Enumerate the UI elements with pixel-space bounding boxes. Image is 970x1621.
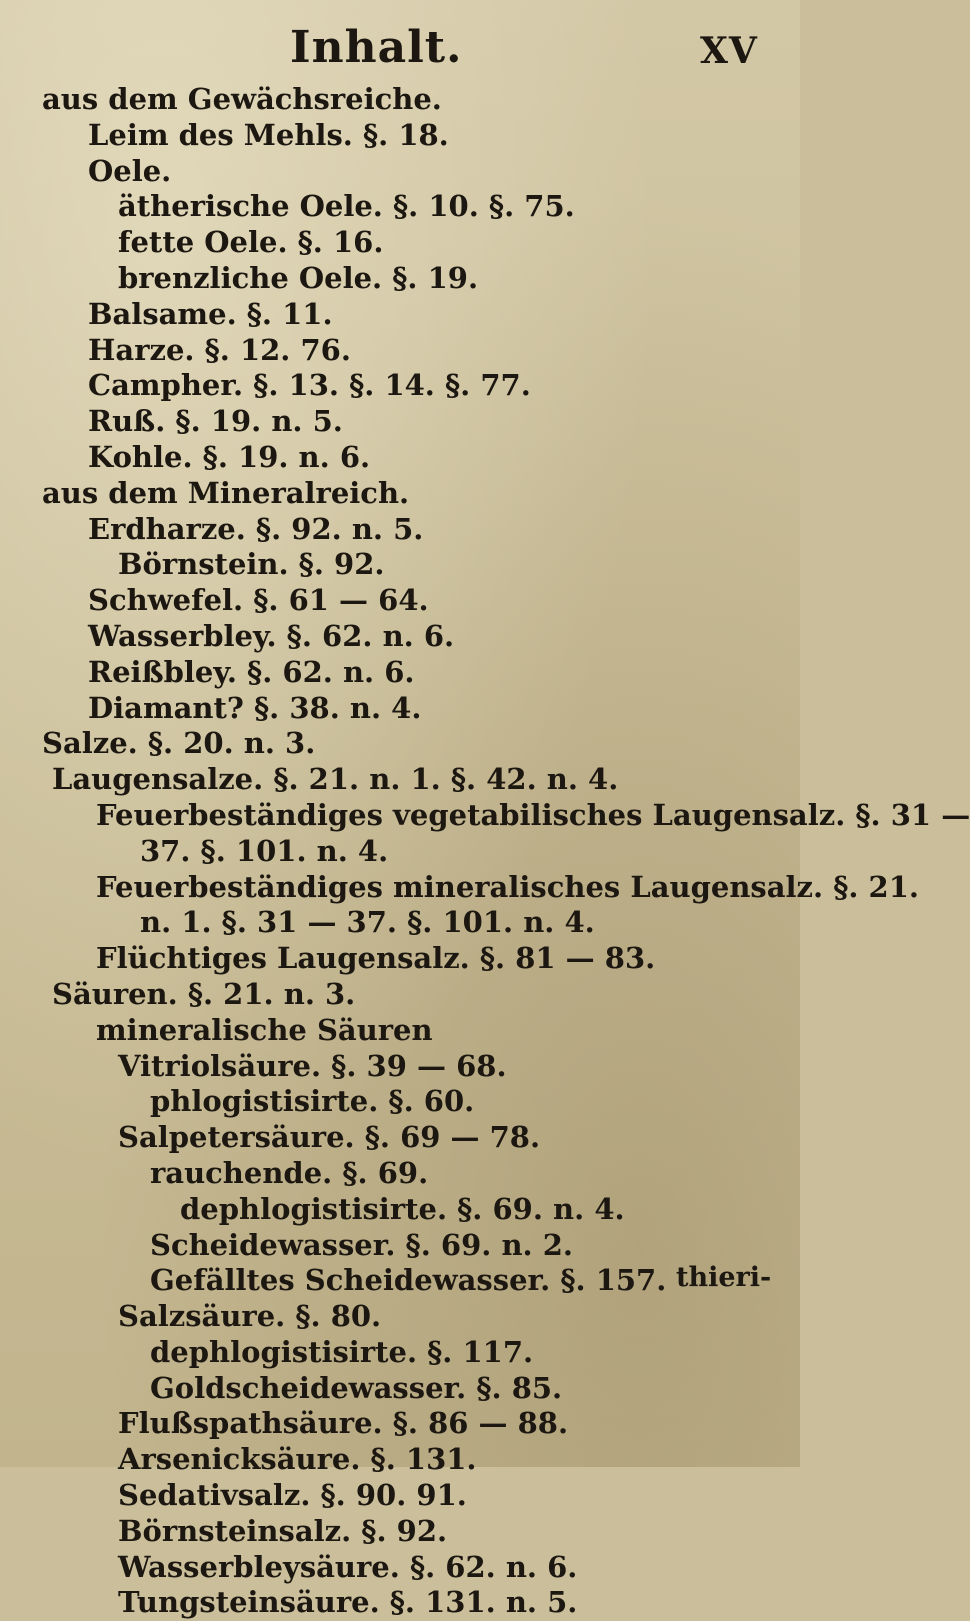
toc-entry: dephlogistisirte. §. 69. n. 4. — [180, 1191, 625, 1226]
toc-entry: Balsame. §. 11. — [88, 296, 333, 331]
toc-entry: Säuren. §. 21. n. 3. — [52, 976, 356, 1011]
toc-entry: Börnstein. §. 92. — [118, 547, 385, 582]
page-title: Inhalt. — [290, 22, 463, 73]
toc-entry: Scheidewasser. §. 69. n. 2. — [150, 1227, 574, 1262]
toc-entry: Flußspathsäure. §. 86 — 88. — [118, 1406, 569, 1441]
toc-entry: Kohle. §. 19. n. 6. — [88, 439, 371, 474]
toc-entry: Vitriolsäure. §. 39 — 68. — [118, 1048, 507, 1083]
toc-entry: Börnsteinsalz. §. 92. — [118, 1513, 448, 1548]
toc-entry: Arsenicksäure. §. 131. — [118, 1442, 477, 1477]
toc-entry: Erdharze. §. 92. n. 5. — [88, 511, 424, 546]
toc-entry: Salpetersäure. §. 69 — 78. — [118, 1120, 541, 1155]
toc-entry: Schwefel. §. 61 — 64. — [88, 583, 429, 618]
toc-entry: Reißbley. §. 62. n. 6. — [88, 654, 415, 689]
toc-entry: Sedativsalz. §. 90. 91. — [118, 1478, 467, 1513]
toc-entry: Salze. §. 20. n. 3. — [42, 726, 316, 761]
toc-entry: Goldscheidewasser. §. 85. — [150, 1370, 563, 1405]
toc-entry: phlogistisirte. §. 60. — [150, 1084, 475, 1119]
toc-entry: Oele. — [88, 153, 172, 188]
toc-entry: Leim des Mehls. §. 18. — [88, 117, 449, 152]
toc-entry: Gefälltes Scheidewasser. §. 157. — [150, 1263, 667, 1298]
toc-entry: Wasserbley. §. 62. n. 6. — [88, 618, 455, 653]
toc-entry: mineralische Säuren — [96, 1012, 433, 1047]
toc-entry: n. 1. §. 31 — 37. §. 101. n. 4. — [140, 905, 595, 940]
toc-entry: Flüchtiges Laugensalz. §. 81 — 83. — [96, 941, 656, 976]
toc-entry: aus dem Gewächsreiche. — [42, 82, 442, 116]
toc-entry: Ruß. §. 19. n. 5. — [88, 404, 343, 439]
toc-entry: fette Oele. §. 16. — [118, 225, 384, 260]
toc-entry: Wasserbleysäure. §. 62. n. 6. — [118, 1549, 578, 1584]
toc-entry: Salzsäure. §. 80. — [118, 1299, 382, 1334]
toc-entry: Feuerbeständiges mineralisches Laugensalz. §. 21. — [96, 869, 920, 904]
toc-entry: Feuerbeständiges vegetabilisches Laugensalz. §. 31 — — [96, 797, 970, 832]
page-number: XV — [700, 30, 758, 72]
toc-entry: rauchende. §. 69. — [150, 1155, 429, 1190]
toc-entry: ätherische Oele. §. 10. §. 75. — [118, 189, 575, 224]
toc-entry: 37. §. 101. n. 4. — [140, 833, 389, 868]
toc-entry: Harze. §. 12. 76. — [88, 332, 351, 367]
toc-entry: Campher. §. 13. §. 14. §. 77. — [88, 368, 531, 403]
catchword: thieri- — [676, 1262, 772, 1293]
table-of-contents — [0, 82, 970, 1621]
toc-entry: aus dem Mineralreich. — [42, 475, 410, 510]
toc-entry: Tungsteinsäure. §. 131. n. 5. — [118, 1585, 578, 1620]
toc-entry: Laugensalze. §. 21. n. 1. §. 42. n. 4. — [52, 762, 619, 797]
toc-entry: Diamant? §. 38. n. 4. — [88, 690, 422, 725]
toc-entry: brenzliche Oele. §. 19. — [118, 260, 479, 295]
toc-entry: dephlogistisirte. §. 117. — [150, 1334, 534, 1369]
